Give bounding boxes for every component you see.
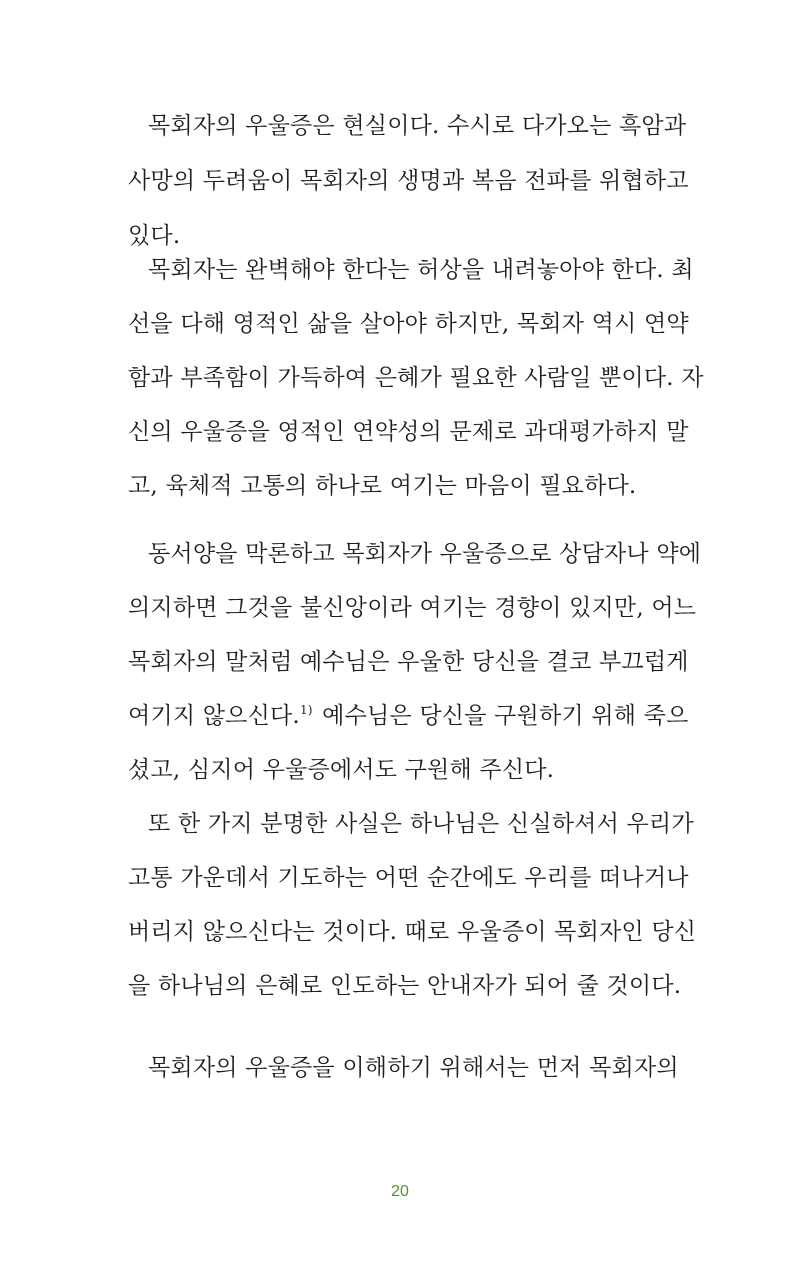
paragraph-3-line-4-text-before: 여기지 않으신다.: [128, 703, 300, 729]
paragraph-2-line-2: 선을 다해 영적인 삶을 살아야 하지만, 목회자 역시 연약: [128, 311, 689, 337]
paragraph-4-line-2: 고통 가운데서 기도하는 어떤 순간에도 우리를 떠나거나: [128, 865, 689, 891]
paragraph-1-line-3: 있다.: [128, 223, 181, 249]
paragraph-1-line-2: 사망의 두려움이 목회자의 생명과 복음 전파를 위협하고: [128, 168, 689, 194]
paragraph-5-line-1: 목회자의 우울증을 이해하기 위해서는 먼저 목회자의: [148, 1055, 679, 1081]
paragraph-3-line-1: 동서양을 막론하고 목회자가 우울증으로 상담자나 약에: [148, 541, 702, 567]
paragraph-4-line-3: 버리지 않으신다는 것이다. 때로 우울증이 목회자인 당신: [128, 919, 697, 945]
paragraph-2-line-5: 고, 육체적 고통의 하나로 여기는 마음이 필요하다.: [128, 473, 637, 499]
page-number: 20: [391, 1183, 409, 1200]
paragraph-2-line-3: 함과 부족함이 가득하여 은혜가 필요한 사람일 뿐이다. 자: [128, 365, 704, 391]
paragraph-2-line-4: 신의 우울증을 영적인 연약성의 문제로 과대평가하지 말: [128, 419, 689, 445]
paragraph-3-line-3: 목회자의 말처럼 예수님은 우울한 당신을 결코 부끄럽게: [128, 649, 689, 675]
paragraph-4-line-4: 을 하나님의 은혜로 인도하는 안내자가 되어 줄 것이다.: [128, 973, 682, 999]
paragraph-3-line-4-text-after: 예수님은 당신을 구원하기 위해 죽으: [314, 703, 689, 729]
paragraph-2-line-1: 목회자는 완벽해야 한다는 허상을 내려놓아야 한다. 최: [148, 257, 694, 283]
paragraph-3-line-2: 의지하면 그것을 불신앙이라 여기는 경향이 있지만, 어느: [128, 595, 697, 621]
paragraph-3-line-5: 셨고, 심지어 우울증에서도 구원해 주신다.: [128, 757, 555, 783]
footnote-reference-1[interactable]: 1): [299, 703, 313, 718]
paragraph-1-line-1: 목회자의 우울증은 현실이다. 수시로 다가오는 흑암과: [148, 113, 687, 139]
paragraph-4-line-1: 또 한 가지 분명한 사실은 하나님은 신실하셔서 우리가: [148, 811, 694, 837]
paragraph-3-line-4: [128, 694, 689, 738]
